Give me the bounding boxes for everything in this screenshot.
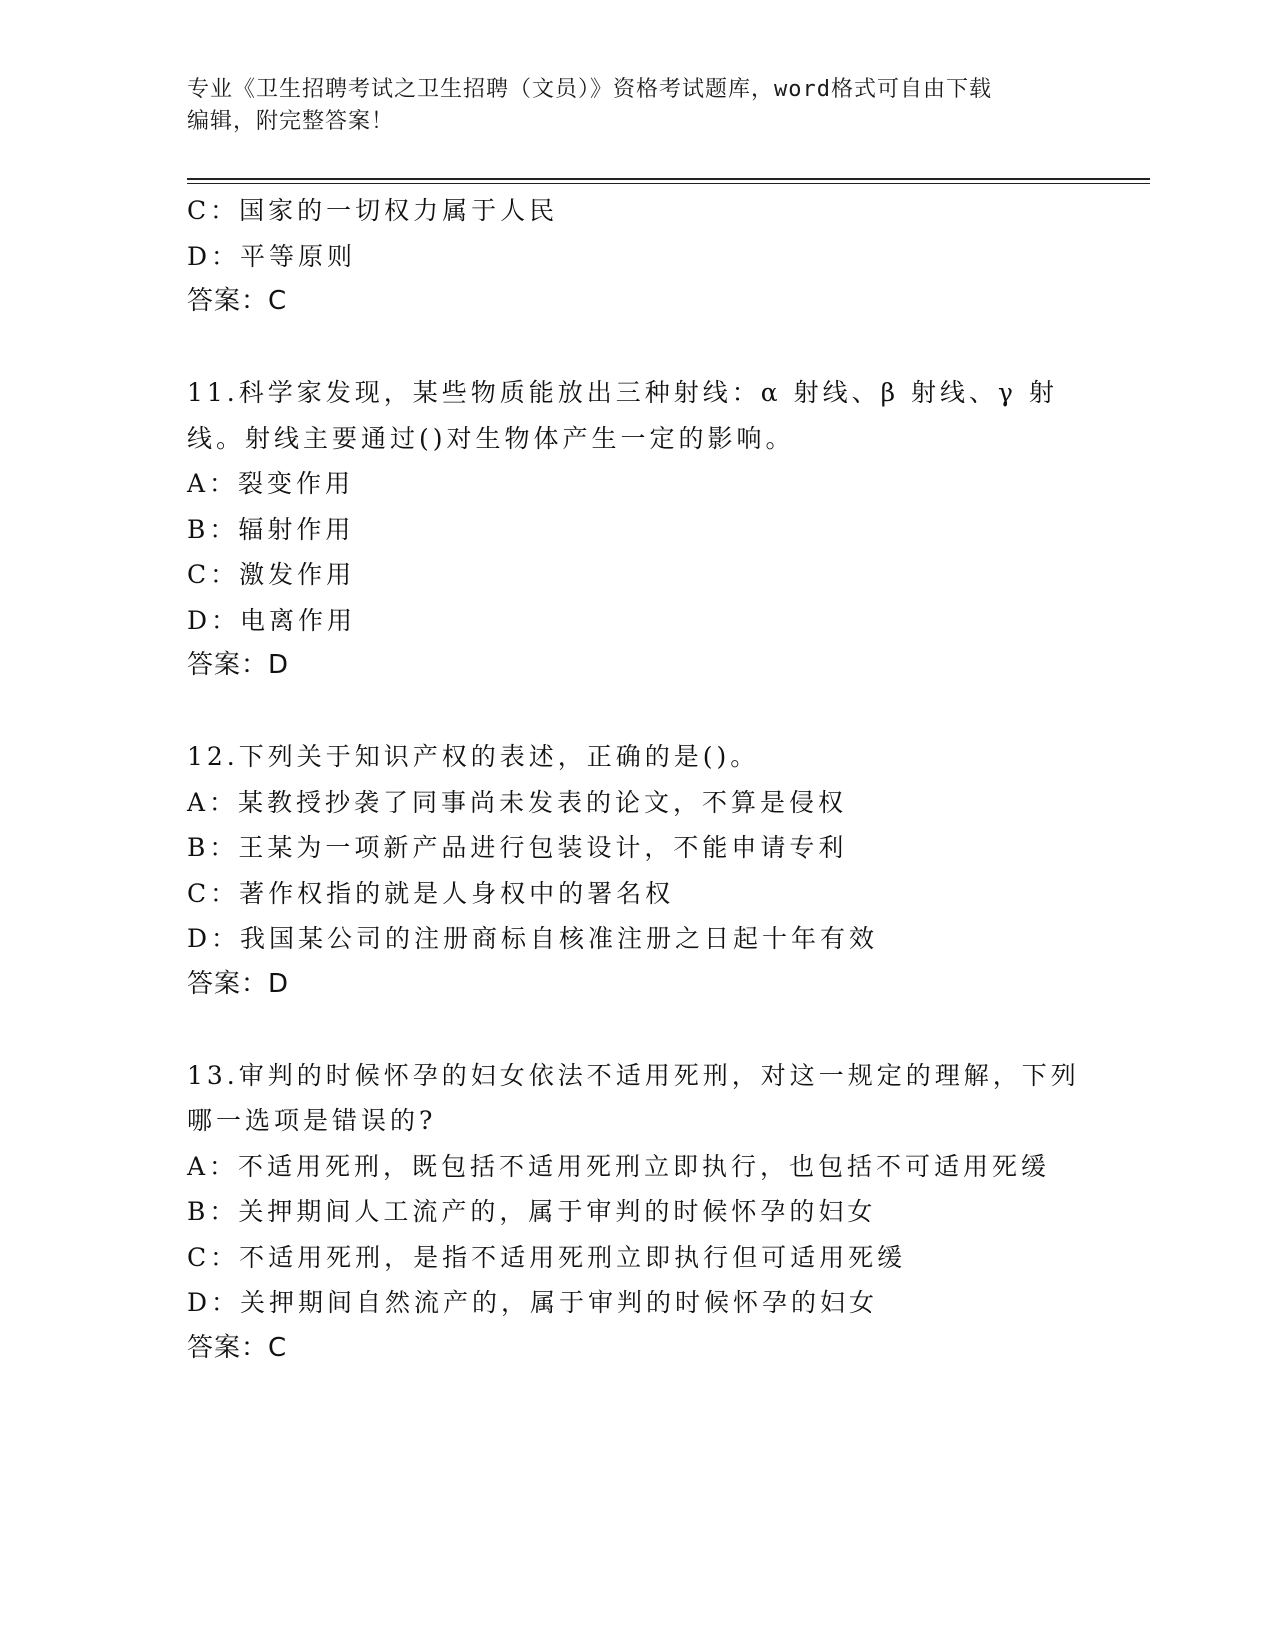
option-c: C：激发作用 bbox=[187, 560, 356, 589]
option-d: D：我国某公司的注册商标自核准注册之日起十年有效 bbox=[187, 924, 879, 953]
answer-line: 答案：D bbox=[187, 650, 290, 680]
question-12 bbox=[187, 734, 1087, 1007]
question-stem: 13.审判的时候怀孕的妇女依法不适用死刑，对这一规定的理解，下列 bbox=[187, 1060, 1080, 1090]
option-a: A：某教授抄袭了同事尚未发表的论文，不算是侵权 bbox=[187, 787, 848, 817]
question-13 bbox=[187, 1053, 1087, 1372]
option-b: B：辐射作用 bbox=[187, 514, 355, 544]
page-header bbox=[187, 74, 1067, 138]
question-stem: 11.科学家发现，某些物质能放出三种射线：α 射线、β 射线、γ 射 bbox=[187, 378, 1058, 407]
answer-line: 答案：D bbox=[187, 968, 290, 999]
option-c: C：国家的一切权力属于人民 bbox=[187, 196, 559, 225]
option-d: D：关押期间自然流产的，属于审判的时候怀孕的妇女 bbox=[187, 1288, 879, 1317]
header-divider-thick bbox=[187, 178, 1150, 180]
question-stem: 12.下列关于知识产权的表述，正确的是()。 bbox=[187, 742, 760, 771]
question-stem-continued: 哪一选项是错误的? bbox=[187, 1106, 437, 1135]
option-b: B：关押期间人工流产的，属于审判的时候怀孕的妇女 bbox=[187, 1197, 877, 1226]
header-line-1: 专业《卫生招聘考试之卫生招聘（文员）》资格考试题库，word格式可自由下载 bbox=[187, 77, 992, 102]
spacer bbox=[187, 1007, 1087, 1053]
answer-line: 答案：C bbox=[187, 1332, 288, 1363]
option-a: A：裂变作用 bbox=[187, 469, 355, 498]
answer-line: 答案：C bbox=[187, 286, 288, 316]
question-stem-continued: 线。射线主要通过()对生物体产生一定的影响。 bbox=[187, 423, 795, 453]
option-d: D：平等原则 bbox=[187, 241, 357, 271]
question-list bbox=[187, 188, 1087, 1371]
option-a: A：不适用死刑，既包括不适用死刑立即执行，也包括不可适用死缓 bbox=[187, 1151, 1051, 1181]
option-c: C：著作权指的就是人身权中的署名权 bbox=[187, 878, 675, 908]
question-11 bbox=[187, 370, 1087, 689]
header-divider-thin bbox=[187, 183, 1150, 184]
option-c: C：不适用死刑，是指不适用死刑立即执行但可适用死缓 bbox=[187, 1242, 907, 1272]
spacer bbox=[187, 325, 1087, 371]
header-line-2: 编辑，附完整答案！ bbox=[187, 109, 395, 134]
option-b: B：王某为一项新产品进行包装设计，不能申请专利 bbox=[187, 833, 848, 862]
question-prev bbox=[187, 188, 1087, 325]
option-d: D：电离作用 bbox=[187, 605, 357, 635]
spacer bbox=[187, 689, 1087, 735]
